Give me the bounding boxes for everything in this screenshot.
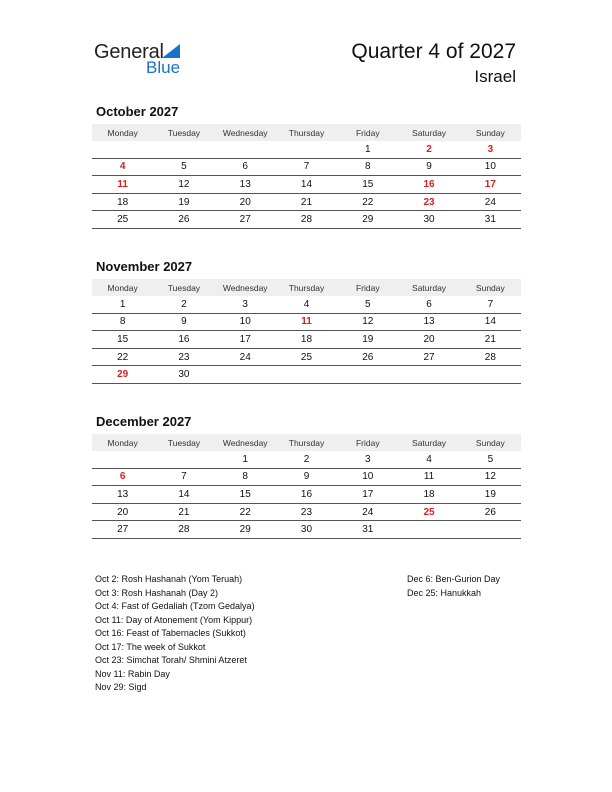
day-cell: 17: [460, 176, 521, 194]
day-cell: 21: [460, 331, 521, 349]
day-cell: 12: [153, 176, 214, 194]
day-cell: 24: [337, 503, 398, 521]
week-row: [92, 521, 521, 539]
day-cell: 18: [92, 193, 153, 211]
week-row: [92, 296, 521, 313]
day-cell: 11: [398, 468, 459, 486]
empty-day-cell: [460, 521, 521, 539]
day-cell: 10: [215, 313, 276, 331]
holiday-note: Nov 29: Sigd: [95, 682, 147, 692]
day-cell: 4: [398, 451, 459, 468]
holiday-note: Oct 17: The week of Sukkot: [95, 641, 206, 652]
weekday-header: Monday: [92, 434, 153, 451]
month-name: November 2027: [96, 259, 193, 274]
day-cell: 8: [337, 158, 398, 176]
empty-day-cell: [276, 366, 337, 384]
weekday-header: Wednesday: [215, 434, 276, 451]
day-cell: 14: [276, 176, 337, 194]
weekday-header: Thursday: [276, 124, 337, 141]
logo-blue-text: Blue: [146, 58, 181, 77]
day-cell: 24: [460, 193, 521, 211]
day-cell: 15: [215, 486, 276, 504]
logo-general-text: General: [94, 41, 164, 63]
day-cell: 28: [276, 211, 337, 229]
day-cell: 27: [215, 211, 276, 229]
empty-day-cell: [460, 366, 521, 384]
day-cell: 19: [153, 193, 214, 211]
day-cell: 6: [398, 296, 459, 313]
day-cell: 4: [92, 158, 153, 176]
empty-day-cell: [398, 521, 459, 539]
weekday-header: Saturday: [398, 124, 459, 141]
day-cell: 28: [153, 521, 214, 539]
day-cell: 13: [92, 486, 153, 504]
day-cell: 21: [276, 193, 337, 211]
day-cell: 6: [215, 158, 276, 176]
day-cell: 9: [398, 158, 459, 176]
country-name: Israel: [474, 67, 516, 86]
day-cell: 3: [337, 451, 398, 468]
holiday-note: Dec 25: Hanukkah: [407, 587, 482, 598]
week-row: [92, 193, 521, 211]
week-row: [92, 313, 521, 331]
day-cell: 31: [337, 521, 398, 539]
day-cell: 5: [153, 158, 214, 176]
week-row: [92, 486, 521, 504]
day-cell: 2: [398, 141, 459, 158]
day-cell: 2: [153, 296, 214, 313]
day-cell: 26: [153, 211, 214, 229]
day-cell: 16: [153, 331, 214, 349]
day-cell: 25: [398, 503, 459, 521]
day-cell: 11: [276, 313, 337, 331]
day-cell: 25: [92, 211, 153, 229]
logo: [94, 41, 194, 79]
day-cell: 12: [337, 313, 398, 331]
holiday-notes-left: [95, 573, 255, 695]
weekday-header: Friday: [337, 124, 398, 141]
day-cell: 29: [215, 521, 276, 539]
day-cell: 6: [92, 468, 153, 486]
day-cell: 15: [337, 176, 398, 194]
weekday-header: Monday: [92, 279, 153, 296]
day-cell: 11: [92, 176, 153, 194]
week-row: [92, 158, 521, 176]
weekday-header: Wednesday: [215, 124, 276, 141]
day-cell: 27: [398, 348, 459, 366]
week-row: [92, 468, 521, 486]
day-cell: 13: [398, 313, 459, 331]
day-cell: 19: [460, 486, 521, 504]
day-cell: 7: [276, 158, 337, 176]
day-cell: 28: [460, 348, 521, 366]
day-cell: 8: [92, 313, 153, 331]
day-cell: 7: [460, 296, 521, 313]
day-cell: 7: [153, 468, 214, 486]
day-cell: 25: [276, 348, 337, 366]
calendar-table: [92, 434, 521, 539]
day-cell: 22: [92, 348, 153, 366]
holiday-note: Oct 16: Feast of Tabernacles (Sukkot): [95, 628, 246, 638]
day-cell: 8: [215, 468, 276, 486]
weekday-header: Thursday: [276, 279, 337, 296]
day-cell: 23: [398, 193, 459, 211]
day-cell: 2: [276, 451, 337, 468]
empty-day-cell: [276, 141, 337, 158]
weekday-header: Friday: [337, 434, 398, 451]
day-cell: 29: [92, 366, 153, 384]
week-row: [92, 141, 521, 158]
day-cell: 16: [276, 486, 337, 504]
holiday-notes-right: [407, 573, 500, 600]
day-cell: 16: [398, 176, 459, 194]
week-row: [92, 211, 521, 229]
day-cell: 19: [337, 331, 398, 349]
week-row: [92, 331, 521, 349]
day-cell: 5: [337, 296, 398, 313]
holiday-note: Oct 4: Fast of Gedaliah (Tzom Gedalya): [95, 601, 255, 611]
day-cell: 30: [398, 211, 459, 229]
holiday-note: Oct 11: Day of Atonement (Yom Kippur): [95, 614, 253, 625]
day-cell: 30: [153, 366, 214, 384]
day-cell: 21: [153, 503, 214, 521]
day-cell: 3: [215, 296, 276, 313]
week-row: [92, 503, 521, 521]
day-cell: 14: [460, 313, 521, 331]
day-cell: 1: [215, 451, 276, 468]
month-calendar: [92, 259, 521, 384]
empty-day-cell: [92, 451, 153, 468]
week-row: [92, 348, 521, 366]
day-cell: 9: [153, 313, 214, 331]
weekday-header: Friday: [337, 279, 398, 296]
day-cell: 18: [398, 486, 459, 504]
weekday-header: Monday: [92, 124, 153, 141]
day-cell: 24: [215, 348, 276, 366]
week-row: [92, 176, 521, 194]
weekday-header: Thursday: [276, 434, 337, 451]
day-cell: 23: [276, 503, 337, 521]
day-cell: 30: [276, 521, 337, 539]
page-title: Quarter 4 of 2027: [351, 40, 516, 63]
calendar-table: [92, 124, 521, 229]
day-cell: 26: [337, 348, 398, 366]
day-cell: 29: [337, 211, 398, 229]
empty-day-cell: [215, 366, 276, 384]
month-name: December 2027: [96, 414, 192, 429]
day-cell: 17: [215, 331, 276, 349]
holiday-note: Oct 3: Rosh Hashanah (Day 2): [95, 587, 219, 598]
weekday-header: Wednesday: [215, 279, 276, 296]
day-cell: 9: [276, 468, 337, 486]
week-row: [92, 366, 521, 384]
day-cell: 18: [276, 331, 337, 349]
day-cell: 15: [92, 331, 153, 349]
day-cell: 3: [460, 141, 521, 158]
empty-day-cell: [398, 366, 459, 384]
month-calendar: [92, 414, 521, 539]
day-cell: 14: [153, 486, 214, 504]
weekday-header: Sunday: [460, 124, 521, 141]
day-cell: 20: [398, 331, 459, 349]
day-cell: 5: [460, 451, 521, 468]
calendar-table: [92, 279, 521, 384]
day-cell: 23: [153, 348, 214, 366]
empty-day-cell: [337, 366, 398, 384]
weekday-header: Saturday: [398, 434, 459, 451]
day-cell: 4: [276, 296, 337, 313]
empty-day-cell: [215, 141, 276, 158]
day-cell: 1: [92, 296, 153, 313]
weekday-header: Sunday: [460, 279, 521, 296]
holiday-note: Oct 23: Simchat Torah/ Shmini Atzeret: [95, 655, 247, 665]
day-cell: 13: [215, 176, 276, 194]
day-cell: 22: [337, 193, 398, 211]
day-cell: 27: [92, 521, 153, 539]
holiday-note: Dec 6: Ben-Gurion Day: [407, 574, 501, 584]
holiday-note: Nov 11: Rabin Day: [95, 668, 170, 679]
day-cell: 12: [460, 468, 521, 486]
weekday-header: Tuesday: [153, 434, 214, 451]
day-cell: 20: [92, 503, 153, 521]
day-cell: 10: [460, 158, 521, 176]
weekday-header: Sunday: [460, 434, 521, 451]
weekday-header: Tuesday: [153, 279, 214, 296]
weekday-header: Tuesday: [153, 124, 214, 141]
month-name: October 2027: [96, 104, 179, 119]
holiday-note: Oct 2: Rosh Hashanah (Yom Teruah): [95, 574, 243, 584]
day-cell: 31: [460, 211, 521, 229]
day-cell: 1: [337, 141, 398, 158]
day-cell: 26: [460, 503, 521, 521]
day-cell: 10: [337, 468, 398, 486]
month-calendar: [92, 104, 521, 229]
day-cell: 20: [215, 193, 276, 211]
day-cell: 17: [337, 486, 398, 504]
empty-day-cell: [153, 141, 214, 158]
logo-triangle-icon: [162, 44, 180, 58]
day-cell: 22: [215, 503, 276, 521]
empty-day-cell: [92, 141, 153, 158]
weekday-header: Saturday: [398, 279, 459, 296]
empty-day-cell: [153, 451, 214, 468]
week-row: [92, 451, 521, 468]
